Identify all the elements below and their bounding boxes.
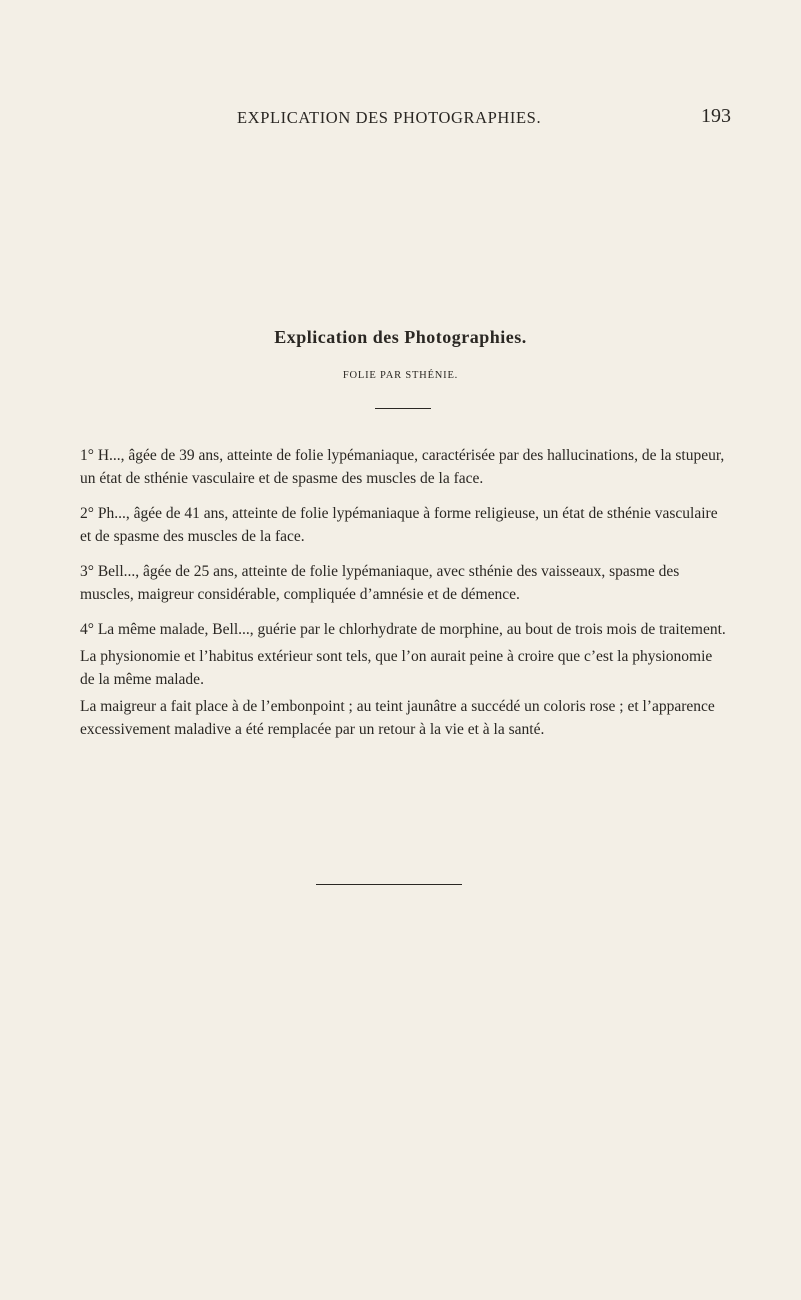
body-text	[80, 444, 730, 745]
running-head	[0, 105, 801, 132]
paragraph-2: 2° Ph..., âgée de 41 ans, atteinte de folie lypémaniaque à forme religieuse, un état de sthénie vasculaire et de spasme des muscles de la face.	[80, 505, 718, 545]
section-subtitle: FOLIE PAR STHÉNIE.	[342, 370, 459, 381]
running-title: EXPLICATION DES PHOTOGRAPHIES.	[237, 108, 542, 127]
paragraph-6: La maigreur a fait place à de l’embonpoint ; au teint jaunâtre a succédé un coloris rose ; et l’apparence excessivement maladive a été remplacée par un retour à la vie et à la santé.	[80, 698, 715, 738]
paragraph-5: La physionomie et l’habitus extérieur sont tels, que l’on aurait peine à croire que c’est la physionomie de la même malade.	[80, 648, 713, 688]
page-number: 193	[701, 105, 731, 127]
paragraph-4: 4° La même malade, Bell..., guérie par le chlorhydrate de morphine, au bout de trois mois de traitement.	[80, 621, 726, 638]
title-divider	[375, 408, 431, 409]
paragraph-1: 1° H..., âgée de 39 ans, atteinte de folie lypémaniaque, caractérisée par des hallucinations, de la stupeur, un état de sthénie vasculaire et de spasme des muscles de la face.	[80, 447, 725, 487]
bottom-divider	[316, 884, 462, 885]
page-title: Explication des Photographies.	[274, 327, 527, 347]
paragraph-3: 3° Bell..., âgée de 25 ans, atteinte de folie lypémaniaque, avec sthénie des vaisseaux, spasme des muscles, maigreur considérable, compliquée d’amnésie et de démence.	[80, 563, 680, 603]
